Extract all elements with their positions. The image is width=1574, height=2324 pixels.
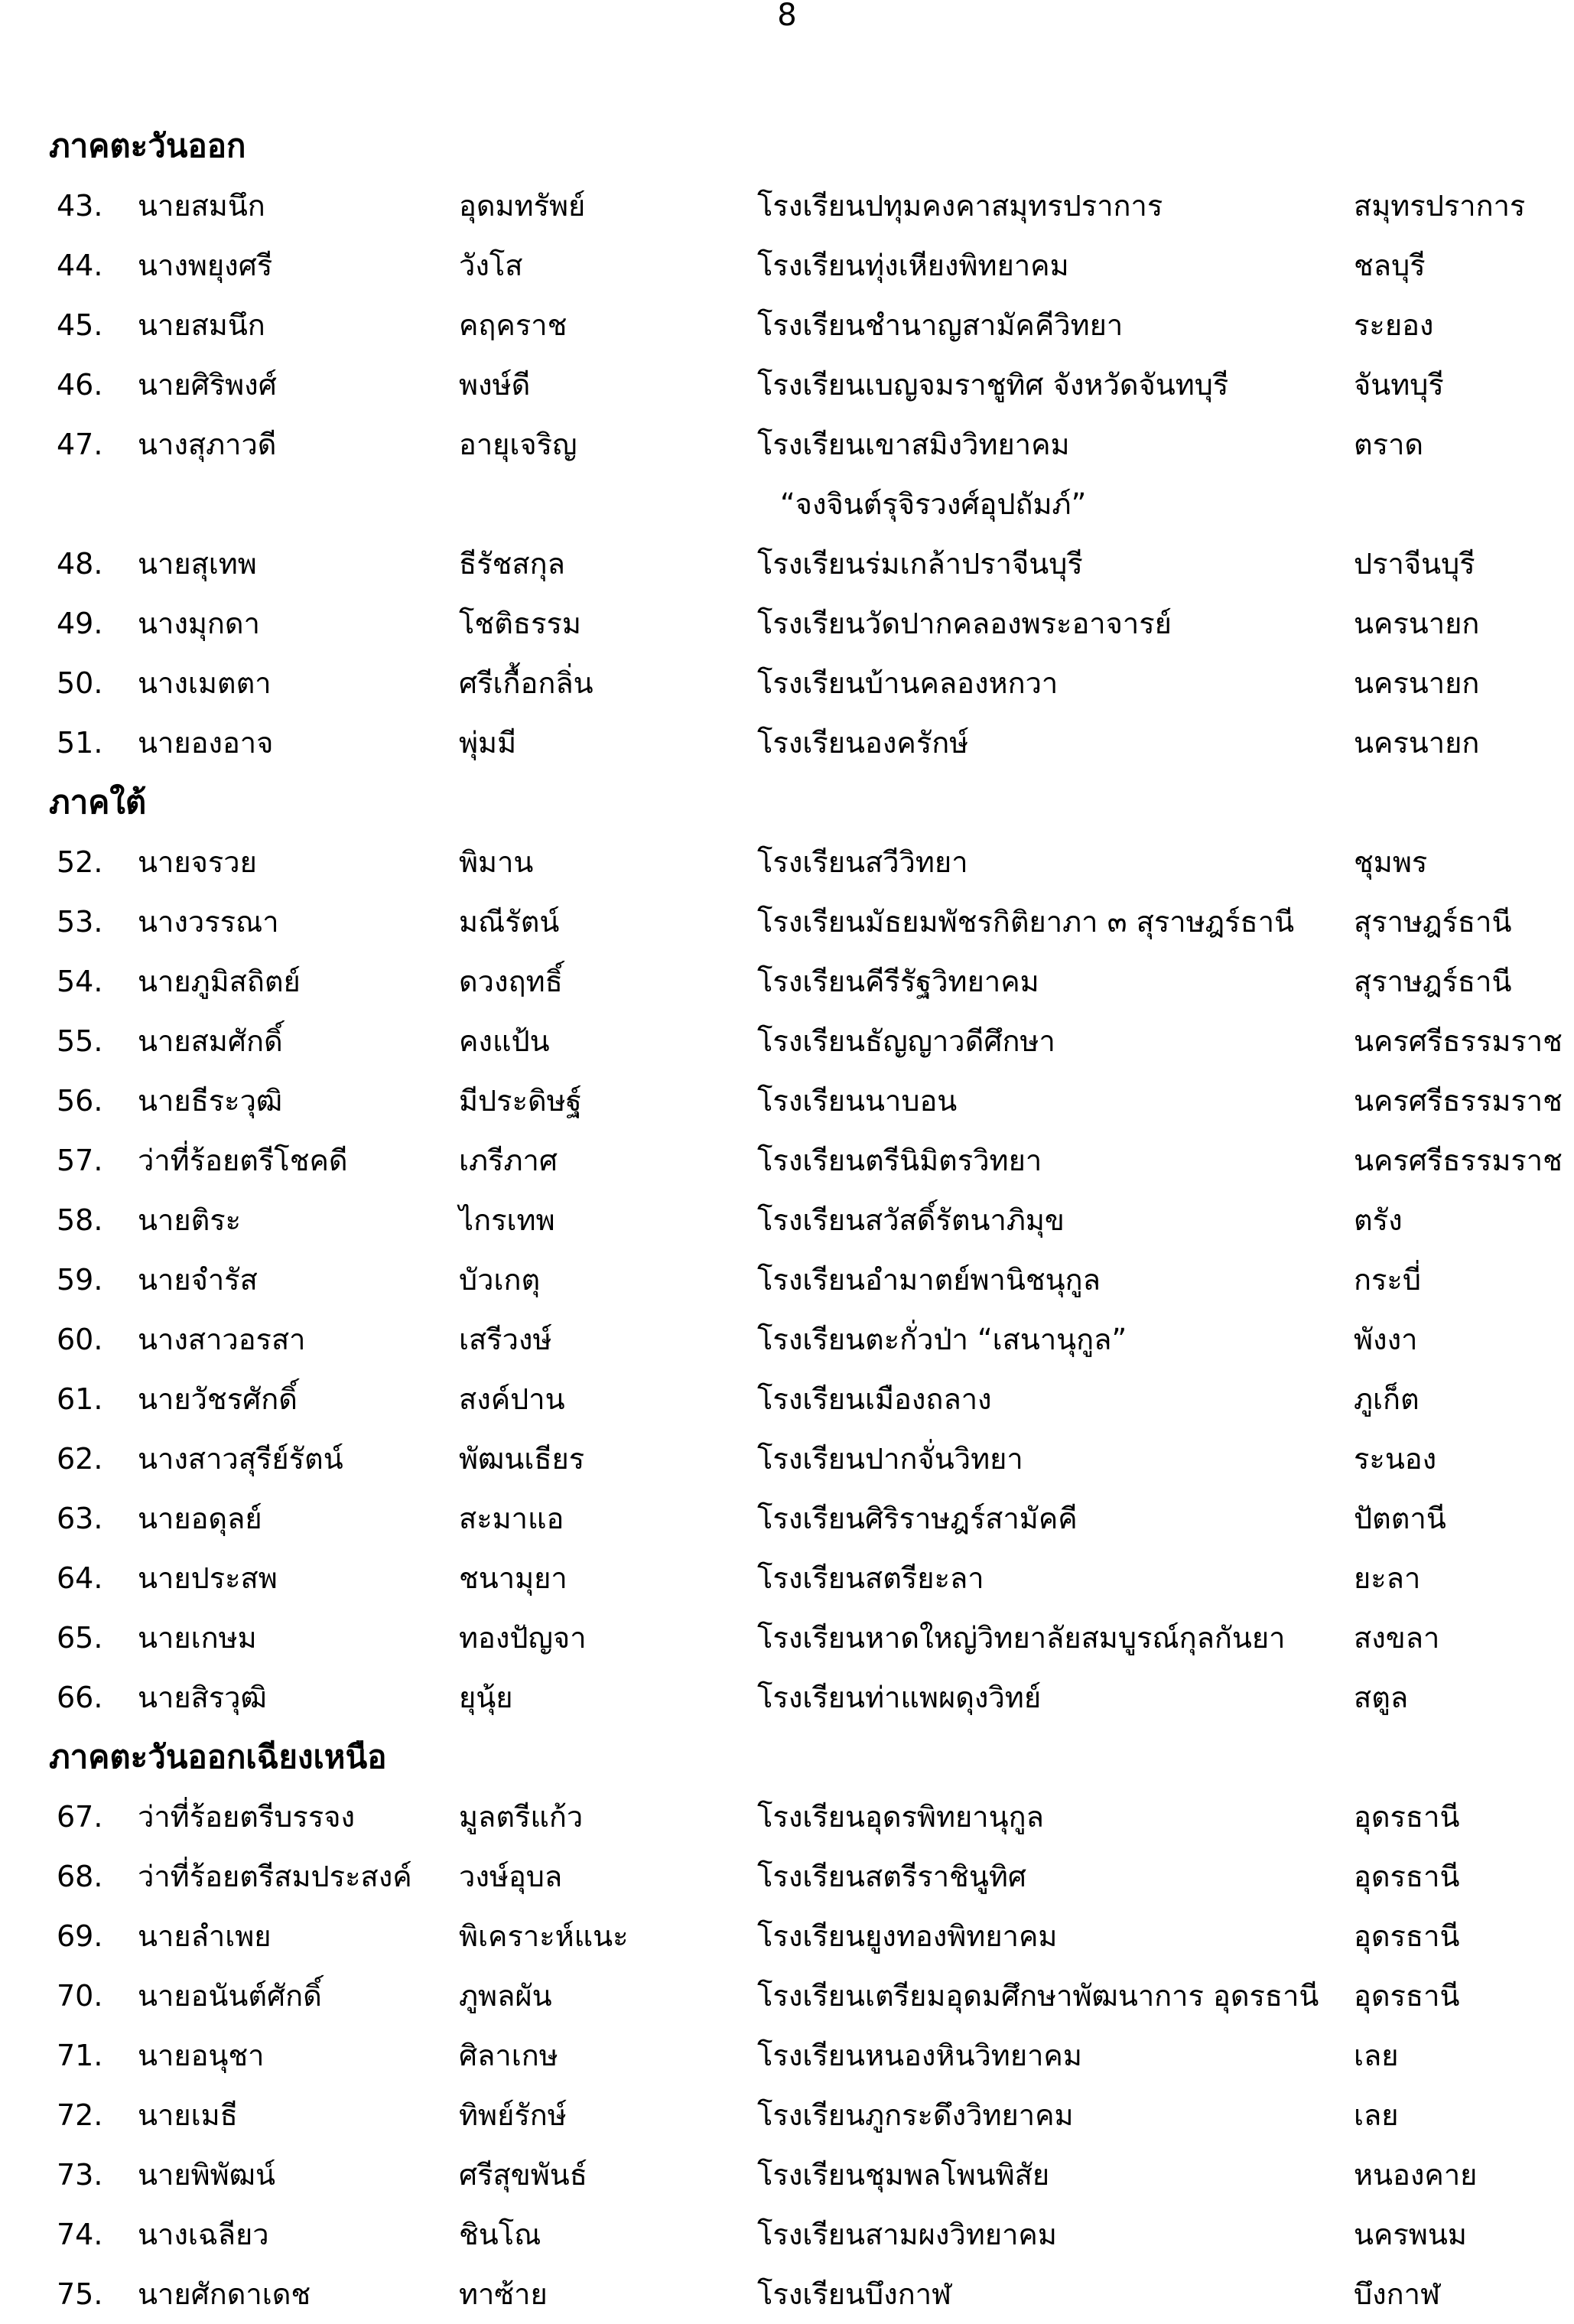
school-name: โรงเรียนตะกั่วป่า “เสนานุกูล” <box>757 1323 1127 1356</box>
list-item <box>0 2085 1574 2145</box>
item-number: 48. <box>57 547 103 581</box>
province: ชลบุรี <box>1354 249 1426 282</box>
province: นครศรีธรรมราช <box>1354 1024 1563 1058</box>
last-name: บัวเกตุ <box>459 1263 541 1297</box>
last-name: พิมาน <box>459 845 534 879</box>
item-number: 61. <box>57 1382 103 1416</box>
last-name: ดวงฤทธิ์ <box>459 965 563 998</box>
province: สงขลา <box>1354 1621 1440 1655</box>
school-name: โรงเรียนตรีนิมิตรวิทยา <box>757 1144 1042 1177</box>
item-number: 53. <box>57 905 103 939</box>
province: เลย <box>1354 2098 1399 2132</box>
list-item <box>0 1847 1574 1906</box>
first-name: นายสมศักดิ์ <box>138 1024 283 1058</box>
last-name: ศรีเกื้อกลิ่น <box>459 666 594 700</box>
school-name: โรงเรียนสวีวิทยา <box>757 845 968 879</box>
school-name: โรงเรียนองครักษ์ <box>757 726 969 760</box>
last-name: ไกรเทพ <box>459 1203 555 1237</box>
item-number: 62. <box>57 1442 103 1476</box>
list-item <box>0 415 1574 474</box>
first-name: นายองอาจ <box>138 726 274 760</box>
province: อุดรธานี <box>1354 1919 1460 1953</box>
item-number: 68. <box>57 1860 103 1893</box>
school-name: โรงเรียนชำนาญสามัคคีวิทยา <box>757 308 1124 342</box>
first-name: นางสาวอรสา <box>138 1323 306 1356</box>
item-number: 64. <box>57 1561 103 1595</box>
school-name: โรงเรียนเมืองถลาง <box>757 1382 992 1416</box>
list-item <box>0 832 1574 892</box>
list-item <box>0 713 1574 773</box>
list-item <box>0 1190 1574 1250</box>
province: ปัตตานี <box>1354 1502 1446 1535</box>
last-name: ศิลาเกษ <box>459 2039 558 2072</box>
first-name: นายสมนึก <box>138 189 265 223</box>
list-item <box>0 1966 1574 2026</box>
item-number: 66. <box>57 1681 103 1714</box>
school-name: โรงเรียนสตรียะลา <box>757 1561 984 1595</box>
item-number: 67. <box>57 1800 103 1834</box>
list-item <box>0 653 1574 713</box>
item-number: 52. <box>57 845 103 879</box>
last-name: ธีรัชสกุล <box>459 547 565 581</box>
last-name: สะมาแอ <box>459 1502 564 1535</box>
list-item <box>0 1548 1574 1608</box>
list-item <box>0 534 1574 594</box>
province: สุราษฎร์ธานี <box>1354 905 1512 939</box>
school-name: โรงเรียนหาดใหญ่วิทยาลัยสมบูรณ์กุลกันยา <box>757 1621 1286 1655</box>
province: นครพนม <box>1354 2218 1467 2251</box>
last-name: คงแป้น <box>459 1024 550 1058</box>
first-name: ว่าที่ร้อยตรีสมประสงค์ <box>138 1860 412 1893</box>
list-item <box>0 1131 1574 1190</box>
item-number: 73. <box>57 2158 103 2192</box>
province: อุดรธานี <box>1354 1979 1460 2013</box>
province: นครศรีธรรมราช <box>1354 1144 1563 1177</box>
list-item <box>0 1071 1574 1131</box>
last-name: ยุนุ้ย <box>459 1681 513 1714</box>
province: เลย <box>1354 2039 1399 2072</box>
last-name: พุ่มมี <box>459 726 517 760</box>
first-name: นายสมนึก <box>138 308 265 342</box>
school-name: โรงเรียนหนองหินวิทยาคม <box>757 2039 1082 2072</box>
section-heading: ภาคตะวันออกเฉียงเหนือ <box>49 1738 387 1776</box>
list-item <box>0 1250 1574 1310</box>
item-number: 70. <box>57 1979 103 2013</box>
last-name: ศรีสุขพันธ์ <box>459 2158 587 2192</box>
province: กระบี่ <box>1354 1263 1421 1297</box>
last-name: ภูพลผัน <box>459 1979 552 2013</box>
last-name: คฤคราช <box>459 308 567 342</box>
first-name: นายเมธี <box>138 2098 238 2132</box>
province: สตูล <box>1354 1681 1409 1714</box>
item-number: 44. <box>57 249 103 282</box>
list-item <box>0 1369 1574 1429</box>
school-name: โรงเรียนบ้านคลองหกวา <box>757 666 1059 700</box>
last-name: ทองปัญจา <box>459 1621 587 1655</box>
school-name: โรงเรียนมัธยมพัชรกิติยาภา ๓ สุราษฎร์ธานี <box>757 905 1295 939</box>
first-name: นายพิพัฒน์ <box>138 2158 275 2192</box>
last-name: ทาซ้าย <box>459 2277 548 2311</box>
first-name: นายอนุชา <box>138 2039 265 2072</box>
last-name: โชติธรรม <box>459 607 581 640</box>
last-name: ทิพย์รักษ์ <box>459 2098 567 2132</box>
first-name: นางวรรณา <box>138 905 279 939</box>
province: ภูเก็ต <box>1354 1382 1420 1416</box>
province: นครนายก <box>1354 607 1480 640</box>
school-name: โรงเรียนเบญจมราชูทิศ จังหวัดจันทบุรี <box>757 368 1229 402</box>
first-name: นายสุเทพ <box>138 547 257 581</box>
last-name: พิเคราะห์แนะ <box>459 1919 629 1953</box>
school-name: โรงเรียนทุ่งเหียงพิทยาคม <box>757 249 1069 282</box>
item-number: 49. <box>57 607 103 640</box>
school-name: โรงเรียนวัดปากคลองพระอาจารย์ <box>757 607 1172 640</box>
first-name: นายศิริพงศ์ <box>138 368 277 402</box>
last-name: พงษ์ดี <box>459 368 531 402</box>
province: พังงา <box>1354 1323 1418 1356</box>
school-name: โรงเรียนสวัสดิ์รัตนาภิมุข <box>757 1203 1065 1237</box>
item-number: 51. <box>57 726 103 760</box>
last-name: เภรีภาศ <box>459 1144 558 1177</box>
list-item <box>0 355 1574 415</box>
list-item <box>0 176 1574 236</box>
item-number: 57. <box>57 1144 103 1177</box>
item-number: 65. <box>57 1621 103 1655</box>
list-item <box>0 1668 1574 1727</box>
last-name: อายุเจริญ <box>459 428 577 461</box>
province: นครนายก <box>1354 666 1480 700</box>
item-number: 59. <box>57 1263 103 1297</box>
province: ระนอง <box>1354 1442 1437 1476</box>
school-name: โรงเรียนอำมาตย์พานิชนุกูล <box>757 1263 1101 1297</box>
last-name: มีประดิษฐ์ <box>459 1084 582 1118</box>
first-name: นายศักดาเดช <box>138 2277 311 2311</box>
list-item <box>0 2264 1574 2324</box>
first-name: นายธีระวุฒิ <box>138 1084 283 1118</box>
last-name: วังโส <box>459 249 523 282</box>
list-item <box>0 2145 1574 2205</box>
item-number: 60. <box>57 1323 103 1356</box>
first-name: นายวัชรศักดิ์ <box>138 1382 298 1416</box>
item-number: 63. <box>57 1502 103 1535</box>
school-name: โรงเรียนศิริราษฎร์สามัคคี <box>757 1502 1078 1535</box>
last-name: มณีรัตน์ <box>459 905 560 939</box>
last-name: มูลตรีแก้ว <box>459 1800 584 1834</box>
list-item <box>0 1429 1574 1489</box>
item-number: 72. <box>57 2098 103 2132</box>
first-name: นางเมตตา <box>138 666 272 700</box>
province: ตรัง <box>1354 1203 1403 1237</box>
page-number: 8 <box>777 0 797 33</box>
province: ชุมพร <box>1354 845 1428 879</box>
first-name: นางสาวสุรีย์รัตน์ <box>138 1442 343 1476</box>
school-name: โรงเรียนยูงทองพิทยาคม <box>757 1919 1058 1953</box>
school-name: โรงเรียนเขาสมิงวิทยาคม <box>757 428 1070 461</box>
last-name: วงษ์อุบล <box>459 1860 563 1893</box>
first-name: นางสุภาวดี <box>138 428 277 461</box>
province: ปราจีนบุรี <box>1354 547 1475 581</box>
school-name: โรงเรียนสามผงวิทยาคม <box>757 2218 1057 2251</box>
province: นครศรีธรรมราช <box>1354 1084 1563 1118</box>
list-item <box>0 892 1574 952</box>
list-item <box>0 1787 1574 1847</box>
list-item <box>0 1489 1574 1548</box>
item-number: 71. <box>57 2039 103 2072</box>
province: จันทบุรี <box>1354 368 1444 402</box>
first-name: ว่าที่ร้อยตรีบรรจง <box>138 1800 356 1834</box>
last-name: สงค์ปาน <box>459 1382 565 1416</box>
last-name: ชนามุยา <box>459 1561 567 1595</box>
school-name: โรงเรียนร่มเกล้าปราจีนบุรี <box>757 547 1083 581</box>
list-item <box>0 1310 1574 1369</box>
item-number: 54. <box>57 965 103 998</box>
school-name: โรงเรียนชุมพลโพนพิสัย <box>757 2158 1050 2192</box>
last-name: เสรีวงษ์ <box>459 1323 552 1356</box>
item-number: 47. <box>57 428 103 461</box>
province: หนองคาย <box>1354 2158 1478 2192</box>
first-name: นางมุกดา <box>138 607 260 640</box>
first-name: นางพยุงศรี <box>138 249 273 282</box>
school-name-continuation <box>0 474 1574 534</box>
last-name: ชินโณ <box>459 2218 541 2251</box>
school-name: โรงเรียนนาบอน <box>757 1084 958 1118</box>
last-name: อุดมทรัพย์ <box>459 189 586 223</box>
list-item <box>0 295 1574 355</box>
first-name: นายประสพ <box>138 1561 278 1595</box>
school-name: โรงเรียนเตรียมอุดมศึกษาพัฒนาการ อุดรธานี <box>757 1979 1319 2013</box>
school-name: โรงเรียนสตรีราชินูทิศ <box>757 1860 1026 1893</box>
item-number: 45. <box>57 308 103 342</box>
item-number: 55. <box>57 1024 103 1058</box>
list-item <box>0 1906 1574 1966</box>
item-number: 46. <box>57 368 103 402</box>
list-item <box>0 236 1574 295</box>
school-name: โรงเรียนภูกระดึงวิทยาคม <box>757 2098 1074 2132</box>
school-name: โรงเรียนปทุมคงคาสมุทรปราการ <box>757 189 1163 223</box>
item-number: 58. <box>57 1203 103 1237</box>
item-number: 69. <box>57 1919 103 1953</box>
province: สุราษฎร์ธานี <box>1354 965 1512 998</box>
school-name: โรงเรียนคีรีรัฐวิทยาคม <box>757 965 1039 998</box>
list-item <box>0 2205 1574 2264</box>
list-item <box>0 1608 1574 1668</box>
first-name: นายเกษม <box>138 1621 257 1655</box>
first-name: นายติระ <box>138 1203 242 1237</box>
item-number: 74. <box>57 2218 103 2251</box>
province: สมุทรปราการ <box>1354 189 1526 223</box>
province: อุดรธานี <box>1354 1860 1460 1893</box>
first-name: นายลำเพย <box>138 1919 272 1953</box>
province: บึงกาฬ <box>1354 2277 1440 2311</box>
name-list <box>0 116 1574 2324</box>
school-name: โรงเรียนบึงกาฬ <box>757 2277 952 2311</box>
first-name: นางเฉลียว <box>138 2218 269 2251</box>
item-number: 43. <box>57 189 103 223</box>
section-heading: ภาคตะวันออก <box>49 127 246 164</box>
first-name: นายอดุลย์ <box>138 1502 262 1535</box>
school-name: โรงเรียนธัญญาวดีศึกษา <box>757 1024 1055 1058</box>
province: ยะลา <box>1354 1561 1421 1595</box>
first-name: นายภูมิสถิตย์ <box>138 965 301 998</box>
list-item <box>0 952 1574 1011</box>
school-name-continuation-text: “จงจินต์รุจิรวงศ์อุปถัมภ์” <box>780 487 1087 521</box>
first-name: นายจำรัส <box>138 1263 258 1297</box>
item-number: 75. <box>57 2277 103 2311</box>
item-number: 56. <box>57 1084 103 1118</box>
first-name: นายอนันต์ศักดิ์ <box>138 1979 322 2013</box>
item-number: 50. <box>57 666 103 700</box>
list-item <box>0 594 1574 653</box>
school-name: โรงเรียนอุดรพิทยานุกูล <box>757 1800 1044 1834</box>
first-name: นายจรวย <box>138 845 257 879</box>
province: นครนายก <box>1354 726 1480 760</box>
first-name: ว่าที่ร้อยตรีโชคดี <box>138 1144 348 1177</box>
province: อุดรธานี <box>1354 1800 1460 1834</box>
last-name: พัฒนเธียร <box>459 1442 585 1476</box>
school-name: โรงเรียนท่าแพผดุงวิทย์ <box>757 1681 1042 1714</box>
first-name: นายสิรวุฒิ <box>138 1681 267 1714</box>
province: ตราด <box>1354 428 1424 461</box>
list-item <box>0 1011 1574 1071</box>
list-item <box>0 2026 1574 2085</box>
school-name: โรงเรียนปากจั่นวิทยา <box>757 1442 1023 1476</box>
section-heading: ภาคใต้ <box>49 783 147 821</box>
province: ระยอง <box>1354 308 1434 342</box>
